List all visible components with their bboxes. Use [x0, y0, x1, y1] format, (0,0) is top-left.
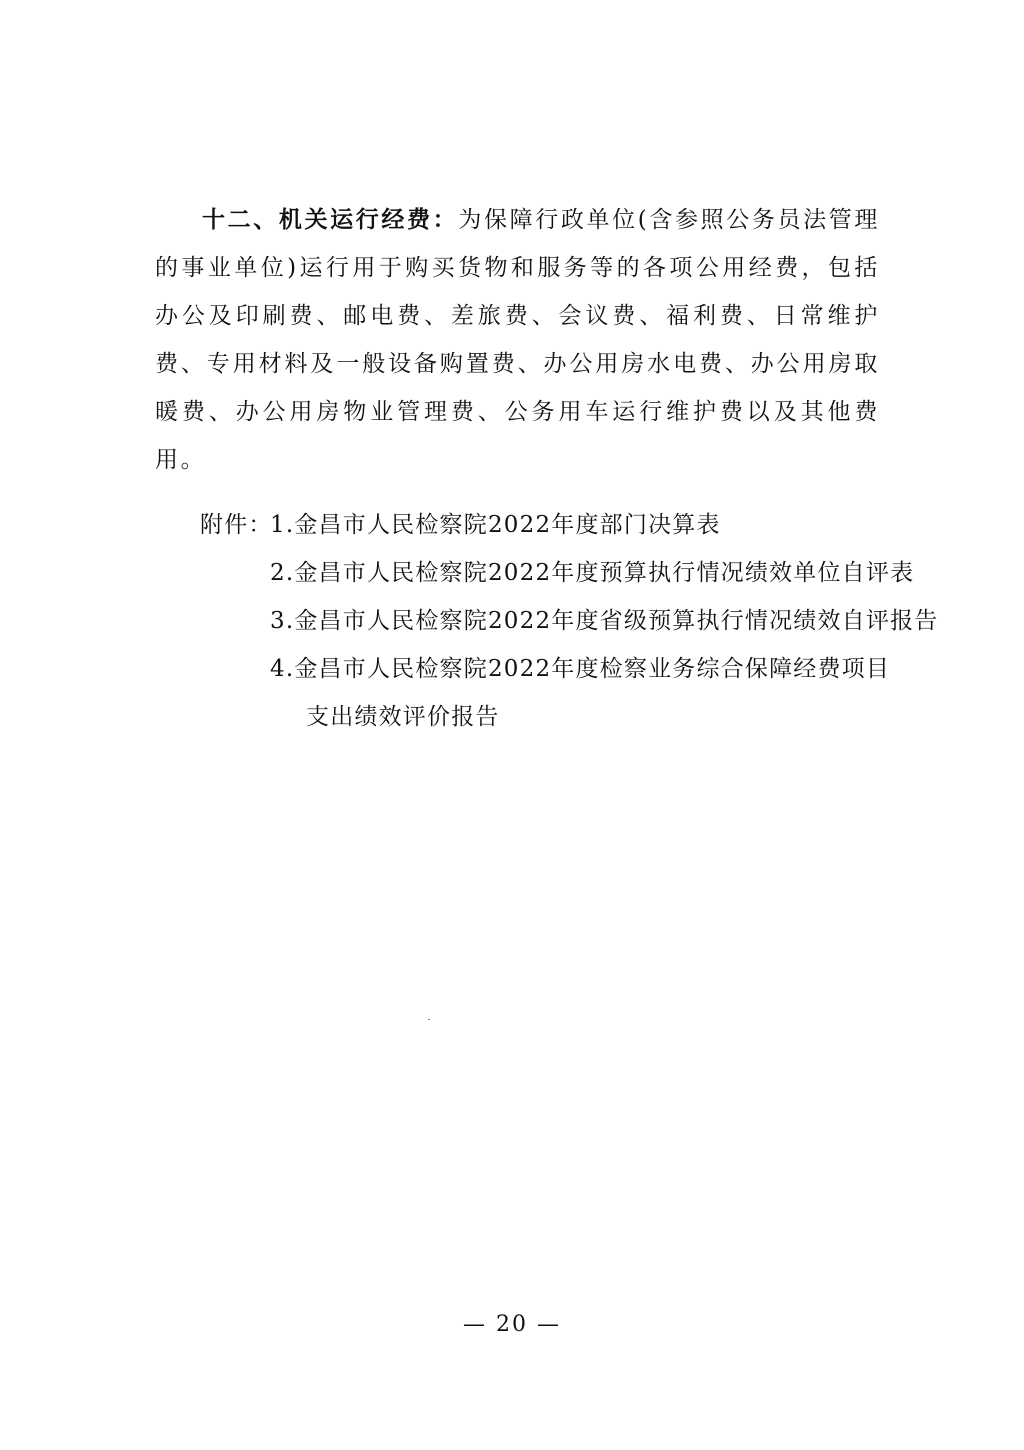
- attachment-row-1: [200, 501, 880, 549]
- attachment-item-3: 3.金昌市人民检察院2022年度省级预算执行情况绩效自评报告: [270, 608, 939, 634]
- attachment-item-1: 1.金昌市人民检察院2022年度部门决算表: [270, 512, 721, 538]
- scan-speck: [428, 1019, 430, 1020]
- attachment-item-4: 4.金昌市人民检察院2022年度检察业务综合保障经费项目: [270, 656, 891, 682]
- attachments-label: 附件：: [200, 512, 273, 538]
- attachment-item-2: 2.金昌市人民检察院2022年度预算执行情况绩效单位自评表: [270, 560, 915, 586]
- attachments-list: [200, 501, 939, 741]
- section-heading: 十二、机关运行经费：: [202, 207, 459, 233]
- attachment-row-4: [200, 645, 891, 693]
- attachment-row-2: [200, 549, 915, 597]
- section-paragraph: [155, 196, 880, 484]
- page-number: — 20 —: [463, 1312, 561, 1337]
- attachment-item-4-continuation: 支出绩效评价报告: [306, 704, 500, 730]
- attachment-row-3: [200, 597, 939, 645]
- attachment-row-4-continuation: [200, 693, 880, 741]
- section-body: 为保障行政单位(含参照公务员法管理的事业单位)运行用于购买货物和服务等的各项公用经费，包括办公及印刷费、邮电费、差旅费、会议费、福利费、日常维护费、专用材料及一般设备购置费、办公用房水电费、办公用房取暖费、办公用房物业管理费、公务用车运行维护费以及其他费用。: [155, 207, 880, 473]
